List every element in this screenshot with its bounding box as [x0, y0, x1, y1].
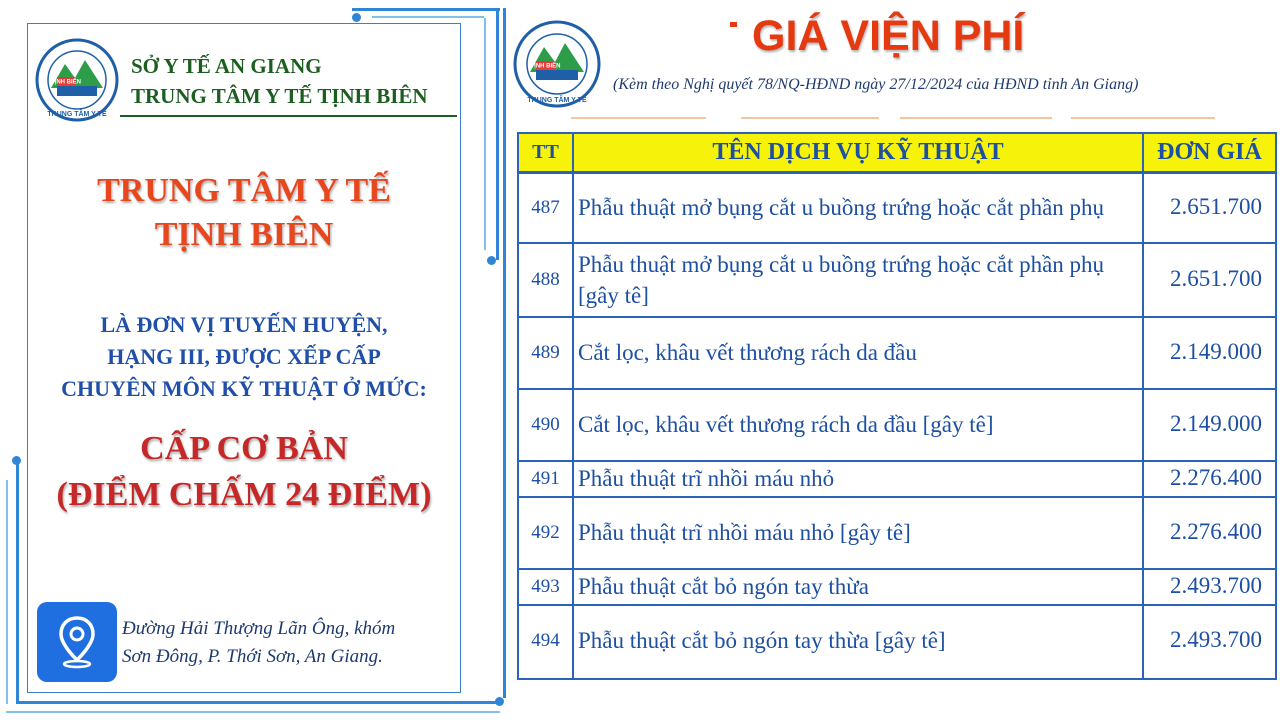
row-number: 488	[531, 269, 560, 290]
table-row	[519, 318, 1275, 390]
logo-ring-text: TRUNG TÂM Y TẾ	[47, 111, 107, 118]
separator	[1071, 117, 1215, 119]
page-title: GIÁ VIỆN PHÍ	[752, 12, 1025, 60]
row-number: 487	[531, 197, 560, 218]
header-service-name: TÊN DỊCH VỤ KỸ THUẬT	[712, 139, 1004, 165]
address-line2: Sơn Đông, P. Thới Sơn, An Giang.	[122, 646, 383, 667]
service-price: 2.493.700	[1170, 573, 1262, 598]
map-pin-icon	[37, 602, 117, 682]
location-button[interactable]	[37, 602, 117, 682]
service-price: 2.276.400	[1170, 519, 1262, 544]
price-table	[517, 132, 1277, 680]
frame-line-bottom	[16, 701, 500, 704]
frame-line-top	[352, 8, 500, 11]
table-row	[519, 244, 1275, 318]
page-subtitle: (Kèm theo Nghị quyết 78/NQ-HĐND ngày 27/12/2024 của HĐND tỉnh An Giang)	[613, 76, 1139, 93]
org-name-parent: SỞ Y TẾ AN GIANG	[131, 54, 322, 78]
separator	[571, 117, 706, 119]
row-number: 493	[531, 576, 560, 597]
logo-name-text: TỊNH BIÊN	[530, 63, 561, 70]
table-row	[519, 174, 1275, 244]
table-row	[519, 390, 1275, 462]
service-name: Phẫu thuật mở bụng cắt u buồng trứng hoặc cắt phần phụ	[578, 195, 1105, 220]
service-name: Phẫu thuật trĩ nhồi máu nhỏ	[578, 466, 835, 491]
frame-line-bottom-inner	[6, 711, 500, 713]
header-no: TT	[532, 141, 559, 163]
frame-line-right-inner	[484, 18, 486, 250]
row-number: 492	[531, 522, 560, 543]
frame-line-divider	[503, 8, 506, 698]
table-row	[519, 462, 1275, 498]
frame-line-left	[16, 460, 19, 704]
frame-dot	[487, 256, 496, 265]
separator	[741, 117, 879, 119]
frame-line-left-inner	[6, 480, 8, 704]
service-price: 2.493.700	[1170, 627, 1262, 652]
panel-title-line1: TRUNG TÂM Y TẾ	[97, 172, 391, 209]
logo-ring-text: TRUNG TÂM Y TẾ	[527, 97, 587, 104]
frame-line-top-inner	[372, 16, 484, 18]
frame-line-right	[496, 8, 499, 260]
logo-name-text: TỊNH BIÊN	[51, 79, 81, 86]
description-line2: HẠNG III, ĐƯỢC XẾP CẤP	[107, 344, 381, 369]
hospital-logo	[35, 38, 119, 122]
title-mark	[730, 22, 737, 27]
row-number: 491	[531, 468, 560, 489]
level-line2: (ĐIỂM CHẤM 24 ĐIỂM)	[56, 476, 432, 513]
service-price: 2.651.700	[1170, 194, 1262, 219]
service-price: 2.149.000	[1170, 339, 1262, 364]
separator	[900, 117, 1052, 119]
org-name: TRUNG TÂM Y TẾ TỊNH BIÊN	[131, 84, 428, 108]
table-row	[519, 570, 1275, 606]
service-name: Cắt lọc, khâu vết thương rách da đầu	[578, 340, 917, 365]
row-number: 489	[531, 342, 560, 363]
level-line1: CẤP CƠ BẢN	[140, 430, 348, 467]
hospital-logo	[513, 20, 601, 108]
service-name: Phẫu thuật trĩ nhồi máu nhỏ [gây tê]	[578, 520, 911, 545]
frame-dot	[352, 13, 361, 22]
description-line3: CHUYÊN MÔN KỸ THUẬT Ở MỨC:	[61, 376, 427, 401]
row-number: 490	[531, 414, 560, 435]
table-row	[519, 606, 1275, 676]
info-panel	[27, 23, 461, 693]
service-price: 2.276.400	[1170, 465, 1262, 490]
table-header	[519, 134, 1275, 174]
header-price: ĐƠN GIÁ	[1157, 139, 1262, 165]
panel-title-line2: TỊNH BIÊN	[154, 216, 334, 253]
service-price: 2.651.700	[1170, 266, 1262, 291]
service-price: 2.149.000	[1170, 411, 1262, 436]
service-name: Phẫu thuật cắt bỏ ngón tay thừa [gây tê]	[578, 628, 946, 653]
service-name: Phẫu thuật cắt bỏ ngón tay thừa	[578, 574, 869, 599]
frame-dot	[12, 456, 21, 465]
service-name: Phẫu thuật mở bụng cắt u buồng trứng hoặc cắt phần phụ [gây tê]	[578, 252, 1105, 308]
address-line1: Đường Hải Thượng Lãn Ông, khóm	[122, 618, 396, 639]
row-number: 494	[531, 630, 560, 651]
frame-dot	[495, 697, 504, 706]
description-line1: LÀ ĐƠN VỊ TUYẾN HUYỆN,	[100, 312, 388, 337]
org-underline	[120, 115, 457, 117]
service-name: Cắt lọc, khâu vết thương rách da đầu [gây tê]	[578, 412, 994, 437]
table-row	[519, 498, 1275, 570]
